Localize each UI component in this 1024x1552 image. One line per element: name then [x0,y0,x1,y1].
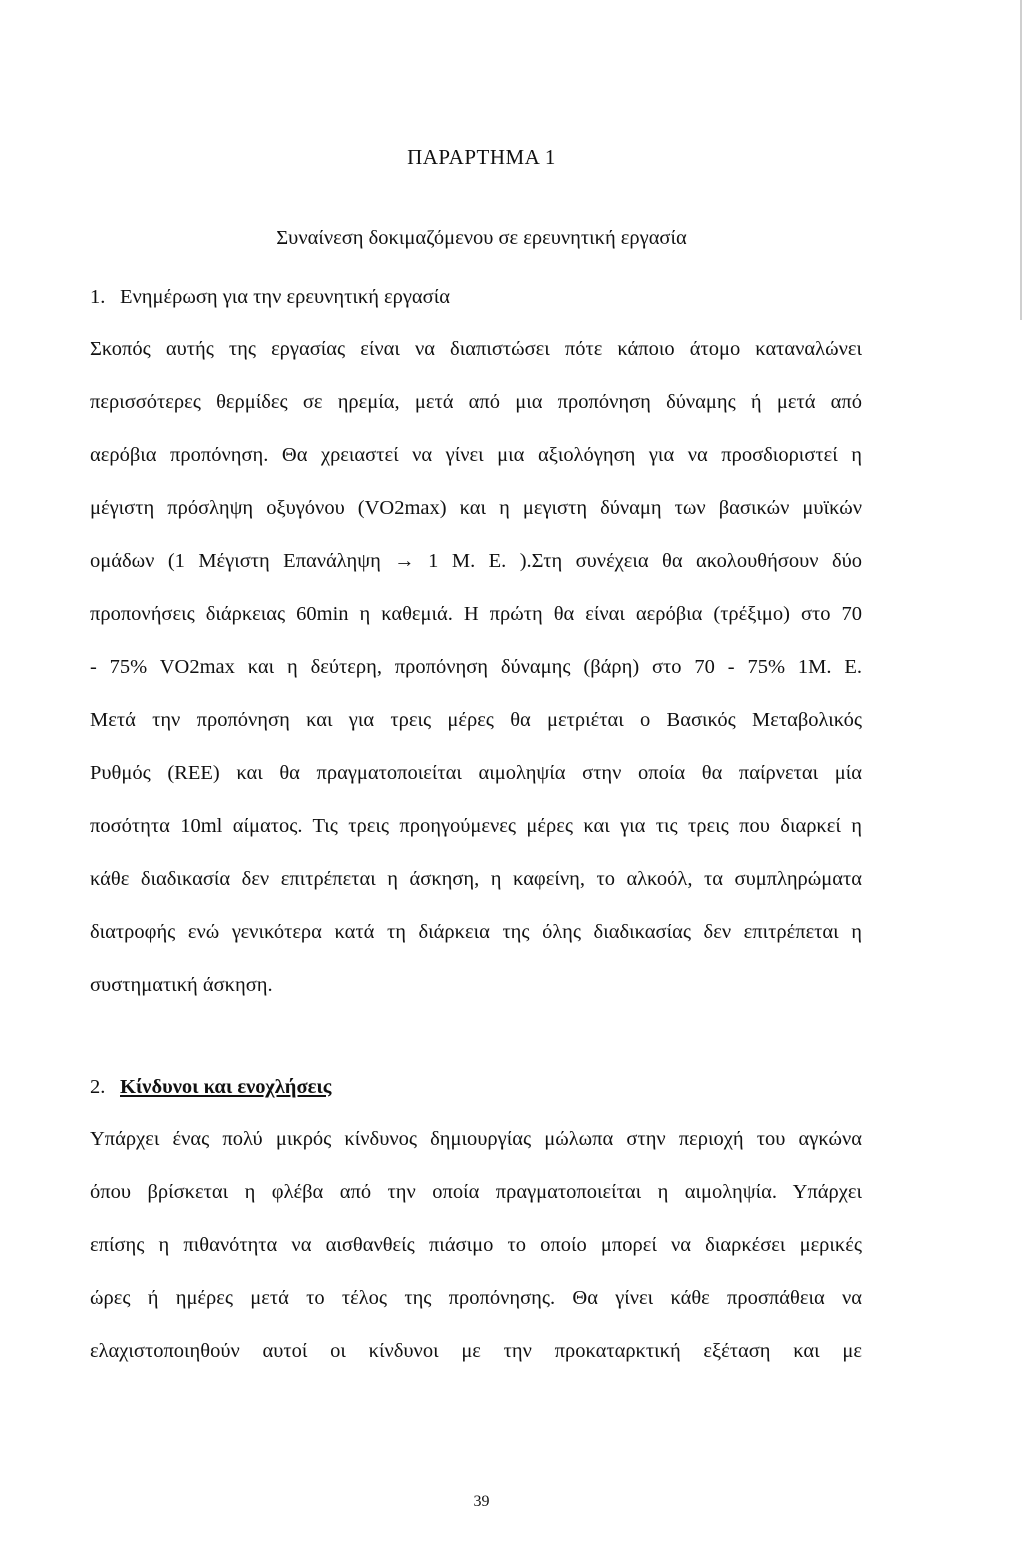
paragraph-line: επίσης η πιθανότητα να αισθανθείς πιάσιμο το οποίο μπορεί να διαρκέσει μερικές [90,1234,862,1256]
section-1-title: Ενημέρωση για την ερευνητική εργασία [120,286,450,308]
paragraph-line: όπου βρίσκεται η φλέβα από την οποία πραγματοποιείται η αιμοληψία. Υπάρχει [90,1181,862,1203]
section-1-number: 1. [90,286,106,308]
section-1-heading [90,283,450,311]
paragraph-line: Ρυθμός (REE) και θα πραγματοποιείται αιμοληψία στην οποία θα παίρνεται μία [90,762,862,784]
paragraph-line: προπονήσεις διάρκειας 60min η καθεμιά. Η πρώτη θα είναι αερόβια (τρέξιμο) στο 70 [90,603,862,625]
paragraph-line: Μετά την προπόνηση και για τρεις μέρες θα μετριέται ο Βασικός Μεταβολικός [90,709,862,731]
section-2-heading [90,1073,331,1101]
paragraph-line: συστηματική άσκηση. [90,974,273,996]
paragraph-line: ομάδων (1 Μέγιστη Επανάληψη → 1 Μ. Ε. ).Στη συνέχεια θα ακολουθήσουν δύο [90,550,862,572]
section-2-number: 2. [90,1076,106,1098]
page-number: 39 [473,1493,490,1510]
paragraph-line: ποσότητα 10ml αίματος. Τις τρεις προηγούμενες μέρες και για τις τρεις που διαρκεί η [90,815,862,837]
paragraph-line: ώρες ή ημέρες μετά το τέλος της προπόνησης. Θα γίνει κάθε προσπάθεια να [90,1287,862,1309]
section-2-title: Κίνδυνοι και ενοχλήσεις [120,1076,332,1098]
paragraph-line: ελαχιστοποιηθούν αυτοί οι κίνδυνοι με την προκαταρκτική εξέταση και με [90,1340,862,1362]
paragraph-line: αερόβια προπόνηση. Θα χρειαστεί να γίνει μια αξιολόγηση για να προσδιοριστεί η [90,444,862,466]
consent-subtitle: Συναίνεση δοκιμαζόμενου σε ερευνητική εργασία [276,227,687,249]
paragraph-line: κάθε διαδικασία δεν επιτρέπεται η άσκηση, η καφείνη, το αλκοόλ, τα συμπληρώματα [90,868,862,890]
scan-edge-line [1020,0,1022,320]
paragraph-line: Υπάρχει ένας πολύ μικρός κίνδυνος δημιουργίας μώλωπα στην περιοχή του αγκώνα [90,1128,862,1150]
appendix-title: ΠΑΡΑΡΤΗΜΑ 1 [407,145,556,169]
paragraph-line: μέγιστη πρόσληψη οξυγόνου (VO2max) και η μεγιστη δύναμη των βασικών μυϊκών [90,497,862,519]
paragraph-line: - 75% VO2max και η δεύτερη, προπόνηση δύναμης (βάρη) στο 70 - 75% 1Μ. Ε. [90,656,862,678]
paragraph-line: Σκοπός αυτής της εργασίας είναι να διαπιστώσει πότε κάποιο άτομο καταναλώνει [90,338,862,360]
paragraph-line: διατροφής ενώ γενικότερα κατά τη διάρκεια της όλης διαδικασίας δεν επιτρέπεται η [90,921,862,943]
paragraph-line: περισσότερες θερμίδες σε ηρεμία, μετά από μια προπόνηση δύναμης ή μετά από [90,391,862,413]
